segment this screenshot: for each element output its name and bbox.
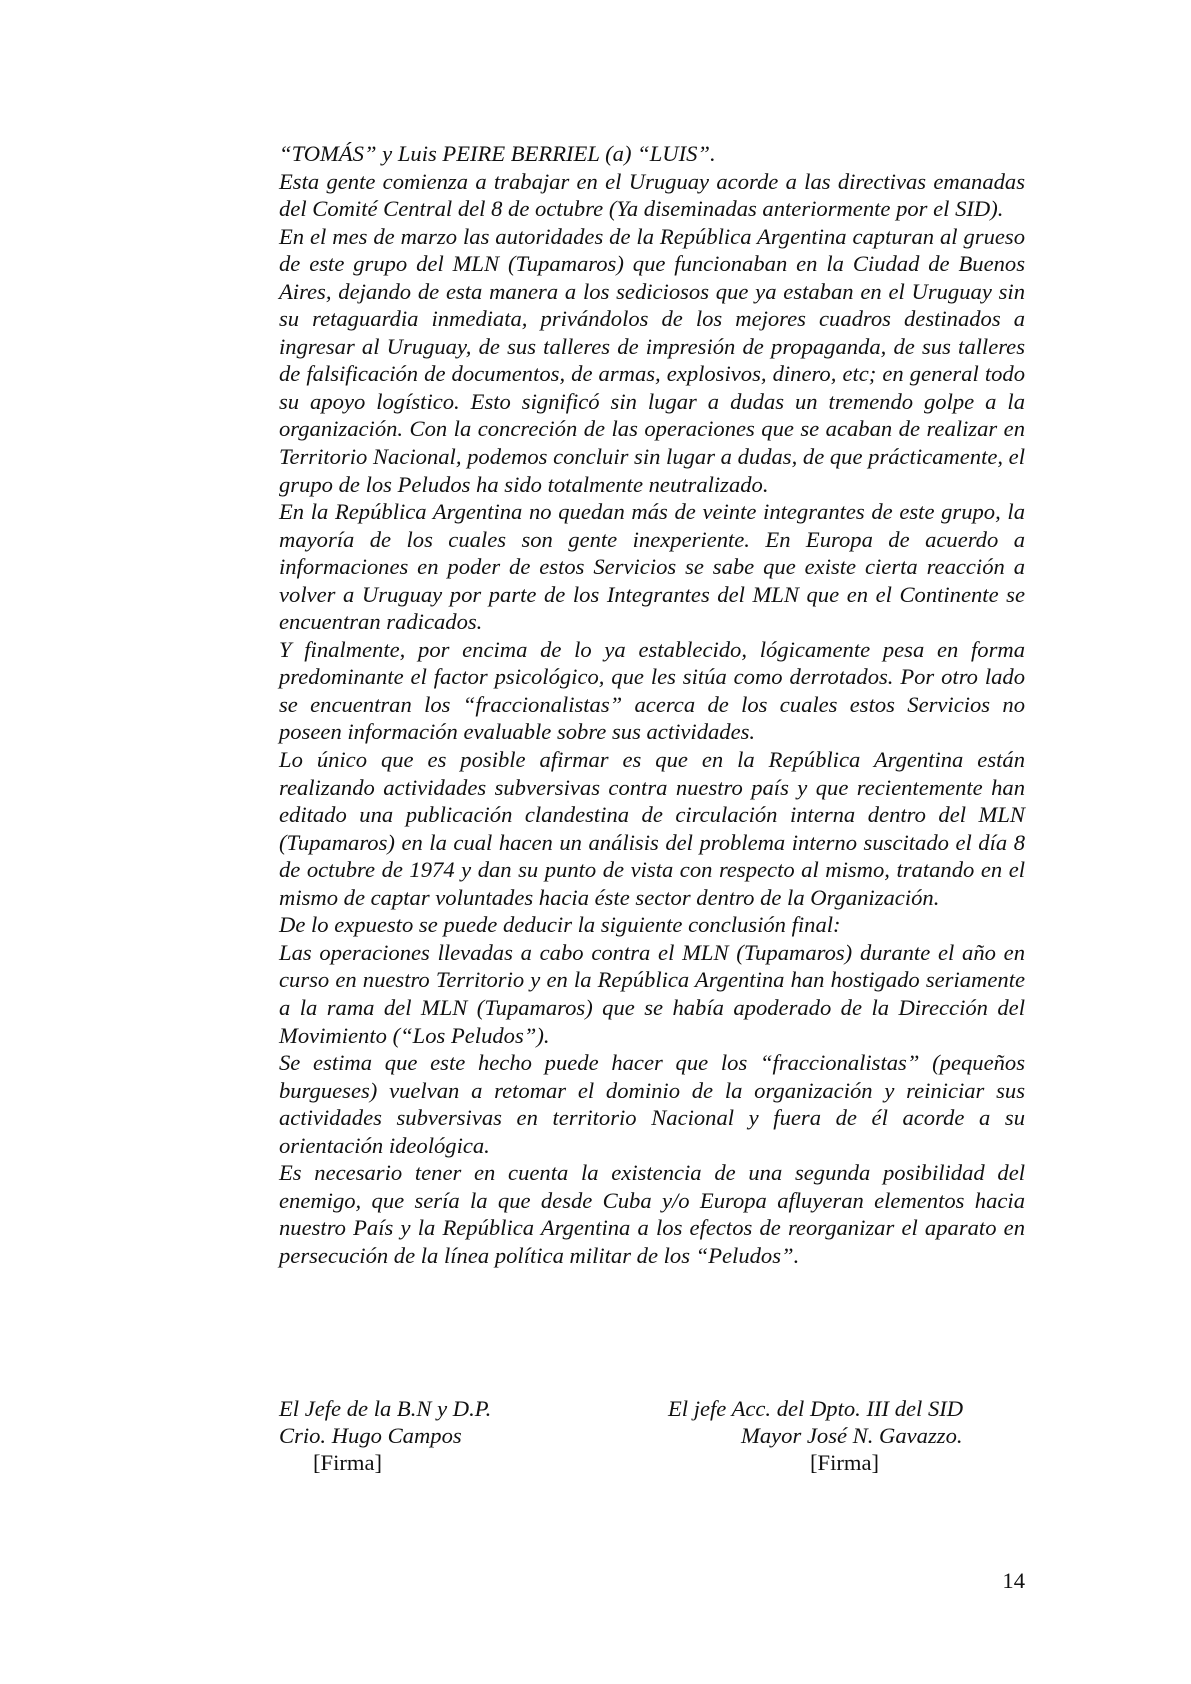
- paragraph-2: Esta gente comienza a trabajar en el Uruguay acorde a las directivas emanadas del Comité Central del 8 de octubre (Ya diseminadas anteriormente por el SID).: [279, 168, 1025, 222]
- signature-placeholder-right: [Firma]: [810, 1450, 880, 1475]
- signature-placeholder-left: [Firma]: [313, 1450, 383, 1475]
- paragraph-9: Se estima que este hecho puede hacer que los “fraccionalistas” (pequeños burgueses) vuelvan a retomar el dominio de la organización y reiniciar sus actividades subversivas en territorio Nacional y fuera de él acorde a su orientación ideológica.: [279, 1050, 1025, 1158]
- document-body: [279, 140, 1025, 1269]
- page-number: 14: [1002, 1568, 1025, 1593]
- signatory-name-right: Mayor José N. Gavazzo.: [741, 1423, 963, 1448]
- paragraph-5: Y finalmente, por encima de lo ya establecido, lógicamente pesa en forma predominante el factor psicológico, que les sitúa como derrotados. Por otro lado se encuentran los “fraccionalistas” acerca de los cuales estos Servicios no poseen información evaluable sobre sus actividades.: [279, 636, 1025, 745]
- signature-block-left: [279, 1395, 639, 1476]
- signatory-title-right: El jefe Acc. del Dpto. III del SID: [668, 1396, 964, 1421]
- paragraph-4: En la República Argentina no quedan más de veinte integrantes de este grupo, la mayoría de los cuales son gente inexperiente. En Europa de acuerdo a informaciones en poder de estos Servicios se sabe que existe cierta reacción a volver a Uruguay por parte de los Integrantes del MLN que en el Continente se encuentran radicados.: [279, 499, 1025, 635]
- paragraph-6: Lo único que es posible afirmar es que en la República Argentina están realizando actividades subversivas contra nuestro país y que recientemente han editado una publicación clandestina de circulación interna dentro del MLN (Tupamaros) en la cual hacen un análisis del problema interno suscitado el día 8 de octubre de 1974 y dan su punto de vista con respecto al mismo, tratando en el mismo de captar voluntades hacia éste sector dentro de la Organización.: [279, 747, 1025, 910]
- signatory-title-left: El Jefe de la B.N y D.P.: [279, 1396, 492, 1421]
- paragraph-1: “TOMÁS” y Luis PEIRE BERRIEL (a) “LUIS”.: [279, 141, 716, 166]
- signature-block-right: [668, 1395, 1048, 1476]
- signatory-name-left: Crio. Hugo Campos: [279, 1423, 462, 1448]
- paragraph-7: De lo expuesto se puede deducir la siguiente conclusión final:: [279, 912, 841, 938]
- paragraph-3: En el mes de marzo las autoridades de la República Argentina capturan al grueso de este grupo del MLN (Tupamaros) que funcionaban en la Ciudad de Buenos Aires, dejando de esta manera a los sediciosos que ya estaban en el Uruguay sin su retaguardia inmediata, privándolos de los mejores cuadros destinados a ingresar al Uruguay, de sus talleres de impresión de propaganda, de sus talleres de falsificación de documentos, de armas, explosivos, dinero, etc; en general todo su apoyo logístico. Esto significó sin lugar a dudas un tremendo golpe a la organización. Con la concreción de las operaciones que se acaban de realizar en Territorio Nacional, podemos concluir sin lugar a dudas, de que prácticamente, el grupo de los Peludos ha sido totalmente neutralizado.: [279, 223, 1025, 497]
- paragraph-8: Las operaciones llevadas a cabo contra el MLN (Tupamaros) durante el año en curso en nuestro Territorio y en la República Argentina han hostigado seriamente a la rama del MLN (Tupamaros) que se había apoderado de la Dirección del Movimiento (“Los Peludos”).: [279, 939, 1025, 1048]
- paragraph-10: Es necesario tener en cuenta la existencia de una segunda posibilidad del enemigo, que sería la que desde Cuba y/o Europa afluyeran elementos hacia nuestro País y la República Argentina a los efectos de reorganizar el aparato en persecución de la línea política militar de los “Peludos”.: [279, 1160, 1025, 1268]
